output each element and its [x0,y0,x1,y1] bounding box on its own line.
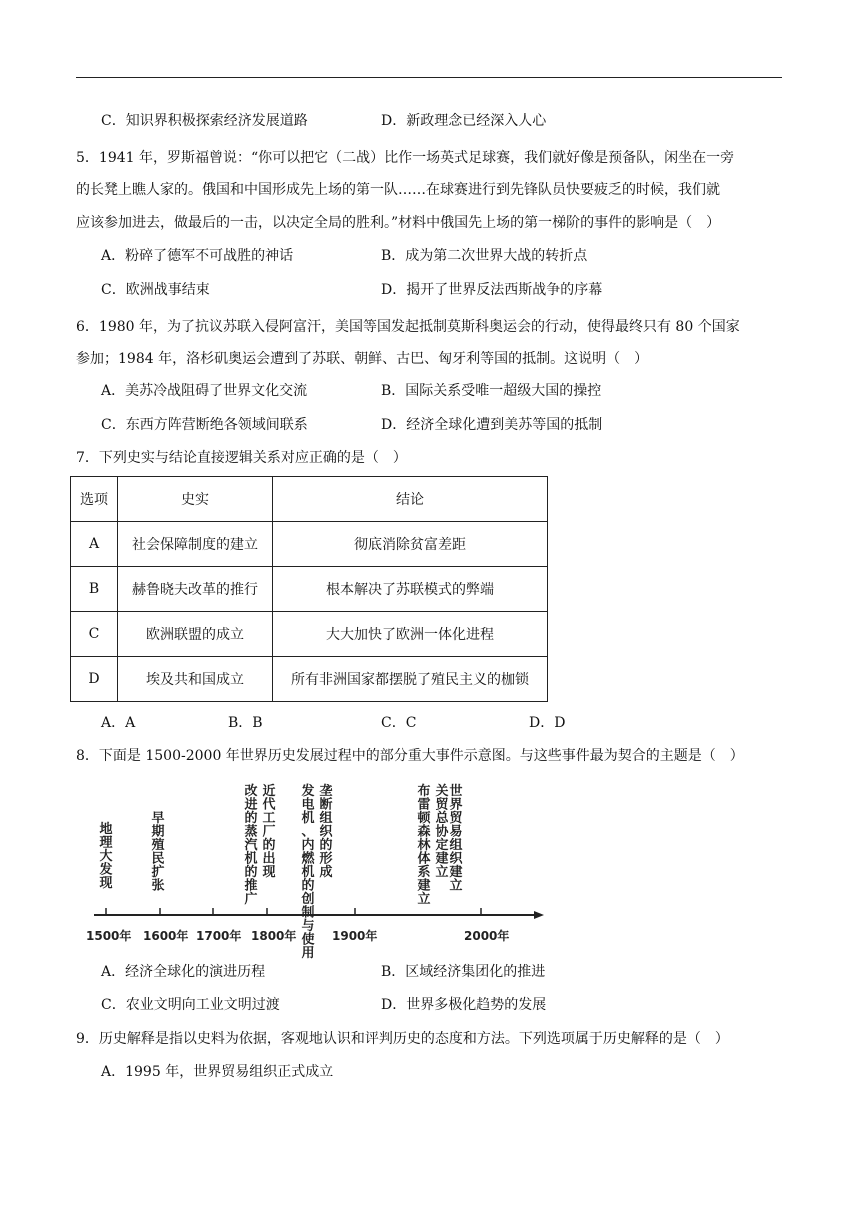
timeline-tick-label: 1900年 [332,929,378,943]
q7-option-c[interactable]: C．C [381,715,417,731]
q9-option-a[interactable]: A．1995 年，世界贸易组织正式成立 [101,1064,334,1080]
q8-option-d[interactable]: D．世界多极化趋势的发展 [381,997,547,1013]
table-header-cell: 选项 [71,477,118,522]
timeline-event-label: 早期殖民扩张 [151,811,165,894]
q7-stem: 7．下列史实与结论直接逻辑关系对应正确的是（ ） [76,450,407,466]
table-row [71,522,548,567]
timeline-tick-label: 2000年 [464,929,510,943]
q5-option-c[interactable]: C．欧洲战事结束 [101,282,210,298]
q7-option-d[interactable]: D．D [529,715,566,731]
timeline-tick-label: 1800年 [251,929,297,943]
q4-option-c[interactable]: C．知识界积极探索经济发展道路 [101,113,308,129]
q6-option-c[interactable]: C．东西方阵营断绝各领域间联系 [101,417,308,433]
timeline-event-label: 垄断组织的形成 [319,784,333,880]
table-cell: 大大加快了欧洲一体化进程 [273,612,548,657]
q6-stem-line-2: 参加；1984 年，洛杉矶奥运会遭到了苏联、朝鲜、古巴、匈牙利等国的抵制。这说明（ ） [76,351,649,367]
table-header-cell: 史实 [118,477,273,522]
q5-stem-line-3: 应该参加进去，做最后的一击，以决定全局的胜利。”材料中俄国先上场的第一梯阶的事件的影响是（ ） [76,215,721,231]
timeline-event-label: 近代工厂的出现 [262,784,276,880]
header-rule [76,77,782,78]
timeline-event-label: 世界贸易组织建立 [449,784,463,894]
table-cell: B [71,567,118,612]
table-cell: 所有非洲国家都摆脱了殖民主义的枷锁 [273,657,548,702]
table-cell: 根本解决了苏联模式的弊端 [273,567,548,612]
table-cell: 欧洲联盟的成立 [118,612,273,657]
q6-option-d[interactable]: D．经济全球化遭到美苏等国的抵制 [381,417,603,433]
table-header-cell: 结论 [273,477,548,522]
table-cell: D [71,657,118,702]
q4-option-d[interactable]: D．新政理念已经深入人心 [381,113,547,129]
q8-option-b[interactable]: B．区域经济集团化的推进 [381,964,546,980]
table-cell: 社会保障制度的建立 [118,522,273,567]
q5-stem-line-2: 的长凳上瞧人家的。俄国和中国形成先上场的第一队……在球赛进行到先锋队员快要疲乏的时候，我们就 [76,182,720,198]
q6-option-b[interactable]: B．国际关系受唯一超级大国的操控 [381,383,602,399]
q7-option-b[interactable]: B．B [228,715,263,731]
timeline-tick-label: 1500年 [86,929,132,943]
table-row [71,567,548,612]
timeline-event-label: 布雷顿森林体系建立 [417,784,431,907]
q5-option-b[interactable]: B．成为第二次世界大战的转折点 [381,248,588,264]
table-cell: 彻底消除贫富差距 [273,522,548,567]
timeline-event-label: 关贸总协定建立 [435,784,449,880]
timeline-event-label: 地理大发现 [99,822,113,891]
q6-option-a[interactable]: A．美苏冷战阻碍了世界文化交流 [101,383,308,399]
q6-stem-line-1: 6．1980 年，为了抗议苏联入侵阿富汗，美国等国发起抵制莫斯科奥运会的行动，使得最终只有 80 个国家 [76,319,740,335]
table-header-row [71,477,548,522]
timeline-arrow [534,911,544,919]
timeline-event-label: 发电机、内燃机的创制与使用 [301,784,315,961]
table-cell: 埃及共和国成立 [118,657,273,702]
q8-option-c[interactable]: C．农业文明向工业文明过渡 [101,997,280,1013]
timeline-event-label: 改进的蒸汽机的推广 [244,784,258,907]
q5-option-a[interactable]: A．粉碎了德军不可战胜的神话 [101,248,294,264]
table-cell: 赫鲁晓夫改革的推行 [118,567,273,612]
table-row [71,657,548,702]
q5-stem-line-1: 5．1941 年，罗斯福曾说：“你可以把它（二战）比作一场英式足球赛，我们就好像是预备队，闲坐在一旁 [76,150,735,166]
table-row [71,612,548,657]
q7-table [70,476,548,702]
q5-option-d[interactable]: D．揭开了世界反法西斯战争的序幕 [381,282,603,298]
timeline-ticks [106,908,481,915]
timeline-tick-label: 1600年 [143,929,189,943]
q8-stem: 8．下面是 1500-2000 年世界历史发展过程中的部分重大事件示意图。与这些事件最为契合的主题是（ ） [76,748,744,764]
table-cell: A [71,522,118,567]
q8-option-a[interactable]: A．经济全球化的演进历程 [101,964,266,980]
timeline-tick-label: 1700年 [196,929,242,943]
table-cell: C [71,612,118,657]
q9-stem: 9．历史解释是指以史料为依据，客观地认识和评判历史的态度和方法。下列选项属于历史解释的是（ ） [76,1031,729,1047]
q7-option-a[interactable]: A．A [101,715,136,731]
q8-timeline-diagram [86,780,556,961]
